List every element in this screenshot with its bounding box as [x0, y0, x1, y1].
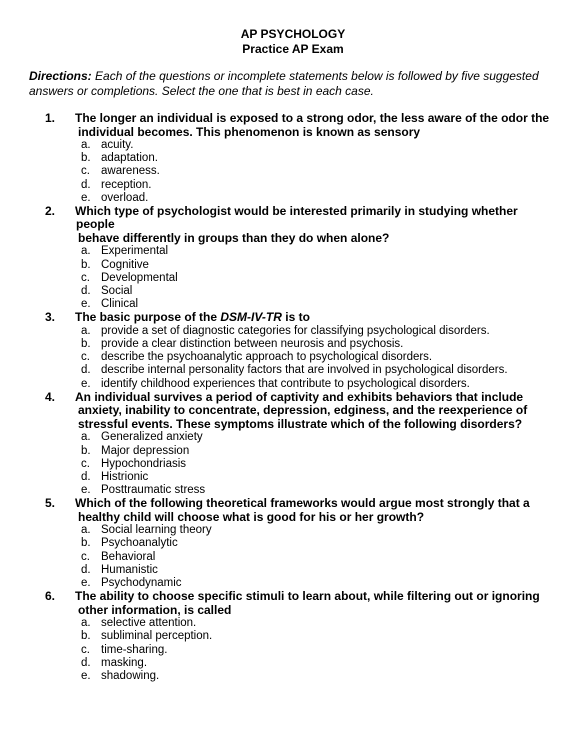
question-1 [0, 112, 586, 205]
option-label: a. [81, 524, 91, 537]
option-text: Generalized anxiety [101, 431, 203, 444]
option-label: b. [81, 537, 91, 550]
question-line: stressful events. These symptoms illustrate which of the following disorders? [78, 416, 523, 431]
answer-option [0, 551, 586, 564]
option-label: c. [81, 165, 90, 178]
question-line: other information, is called [78, 602, 232, 617]
option-label: b. [81, 630, 91, 643]
answer-options [0, 245, 586, 311]
option-text: Social learning theory [101, 524, 212, 537]
option-text: Hypochondriasis [101, 457, 187, 470]
option-text: overload. [101, 191, 149, 204]
question-line: healthy child will choose what is good for his or her growth? [78, 509, 425, 524]
question-list [0, 112, 586, 683]
question-line: The longer an individual is exposed to a strong odor, the less aware of the odor the [75, 111, 550, 125]
option-label: e. [81, 669, 91, 682]
question-line: anxiety, inability to concentrate, depression, edginess, and the reexperience of [78, 403, 528, 418]
answer-option [0, 139, 586, 152]
option-label: a. [81, 324, 91, 337]
option-text: subliminal perception. [101, 630, 213, 643]
option-label: b. [81, 258, 91, 271]
answer-option [0, 272, 586, 285]
answer-option [0, 431, 586, 444]
option-text: Clinical [101, 298, 139, 311]
answer-options [0, 139, 586, 205]
question-4 [0, 391, 586, 497]
option-label: c. [81, 643, 90, 656]
document-subtitle: Practice AP Exam [242, 42, 344, 56]
option-label: c. [81, 271, 90, 284]
option-text: Social [101, 285, 133, 297]
answer-options [0, 617, 586, 683]
answer-options [0, 524, 586, 590]
option-text: provide a clear distinction between neurosis and psychosis. [101, 338, 404, 351]
option-label: e. [81, 298, 91, 311]
option-text: time-sharing. [101, 643, 168, 656]
question-line: individual becomes. This phenomenon is known as sensory [78, 124, 421, 139]
question-line: An individual survives a period of captivity and exhibits behaviors that include [75, 389, 524, 404]
option-text: awareness. [101, 165, 160, 178]
question-number: 6. [45, 589, 56, 604]
option-label: a. [81, 245, 91, 258]
question-3 [0, 311, 586, 390]
question-text [76, 112, 556, 139]
answer-option [0, 630, 586, 643]
option-label: d. [81, 285, 91, 297]
question-6 [0, 590, 586, 683]
directions [29, 69, 549, 99]
option-label: d. [81, 470, 91, 483]
option-text: masking. [101, 656, 148, 669]
option-text: Major depression [101, 444, 190, 457]
option-text: Psychodynamic [101, 577, 182, 589]
option-label: a. [81, 431, 91, 444]
option-text: identify childhood experiences that contribute to psychological disorders. [101, 377, 470, 390]
option-label: d. [81, 364, 91, 377]
option-label: c. [81, 351, 90, 364]
option-text: acuity. [101, 139, 134, 151]
answer-option [0, 524, 586, 537]
answer-options [0, 325, 586, 391]
option-label: e. [81, 484, 91, 497]
answer-option [0, 259, 586, 272]
question-text [76, 311, 556, 325]
question-line: Which of the following theoretical frameworks would argue most strongly that a [75, 496, 530, 511]
option-text: Humanistic [101, 563, 158, 576]
option-label: d. [81, 656, 91, 669]
question-text [76, 205, 556, 246]
option-text: Posttraumatic stress [101, 484, 206, 497]
answer-option [0, 351, 586, 364]
question-line: Which type of psychologist would be interested primarily in studying whether people [75, 203, 518, 232]
option-label: c. [81, 550, 90, 563]
option-label: d. [81, 178, 91, 191]
option-label: a. [81, 617, 91, 630]
answer-option [0, 325, 586, 338]
document-title: AP PSYCHOLOGY [240, 27, 346, 41]
option-label: a. [81, 139, 91, 151]
question-line: behave differently in groups than they do when alone? [78, 230, 390, 245]
option-label: e. [81, 377, 91, 390]
option-text: shadowing. [101, 669, 160, 682]
answer-option [0, 165, 586, 178]
option-text: Psychoanalytic [101, 537, 178, 550]
question-number: 4. [45, 389, 56, 404]
question-line: The basic purpose of the [75, 310, 221, 325]
answer-option [0, 245, 586, 258]
option-text: adaptation. [101, 152, 158, 165]
answer-option [0, 537, 586, 550]
answer-option [0, 179, 586, 192]
option-label: b. [81, 338, 91, 351]
option-text: Cognitive [101, 258, 149, 271]
question-line: The ability to choose specific stimuli to learn about, while filtering out or ignoring [75, 589, 540, 604]
question-line: is to [281, 310, 310, 325]
option-text: reception. [101, 178, 152, 191]
option-label: b. [81, 152, 91, 165]
option-label: c. [81, 457, 90, 470]
answer-option [0, 338, 586, 351]
option-label: e. [81, 191, 91, 204]
answer-option [0, 152, 586, 165]
answer-option [0, 458, 586, 471]
option-text: selective attention. [101, 617, 197, 630]
option-text: Developmental [101, 271, 178, 284]
question-text [76, 590, 556, 617]
question-2 [0, 205, 586, 311]
option-text: Experimental [101, 245, 169, 258]
question-number: 1. [45, 111, 56, 125]
option-label: d. [81, 563, 91, 576]
answer-option [0, 617, 586, 630]
answer-option [0, 644, 586, 657]
question-emphasis: DSM-IV-TR [220, 310, 282, 325]
question-number: 5. [45, 496, 56, 511]
answer-option [0, 670, 586, 683]
question-number: 2. [45, 203, 56, 218]
option-text: describe internal personality factors that are involved in psychological disorders. [101, 364, 508, 377]
option-text: Histrionic [101, 470, 149, 483]
option-label: e. [81, 577, 91, 589]
answer-option [0, 471, 586, 484]
answer-option [0, 364, 586, 377]
question-5 [0, 497, 586, 590]
question-number: 3. [45, 310, 56, 325]
answer-option [0, 285, 586, 298]
answer-options [0, 431, 586, 497]
answer-option [0, 657, 586, 670]
option-label: b. [81, 444, 91, 457]
question-text [76, 497, 556, 524]
option-text: provide a set of diagnostic categories for classifying psychological disorders. [101, 324, 490, 337]
question-text [76, 391, 556, 432]
answer-option [0, 445, 586, 458]
option-text: describe the psychoanalytic approach to psychological disorders. [101, 351, 433, 364]
directions-text: Each of the questions or incomplete statements below is followed by five suggested answers or completions. Select the one that is best in each case. [29, 69, 539, 98]
answer-option [0, 564, 586, 577]
directions-label: Directions: [29, 69, 92, 83]
option-text: Behavioral [101, 550, 156, 563]
